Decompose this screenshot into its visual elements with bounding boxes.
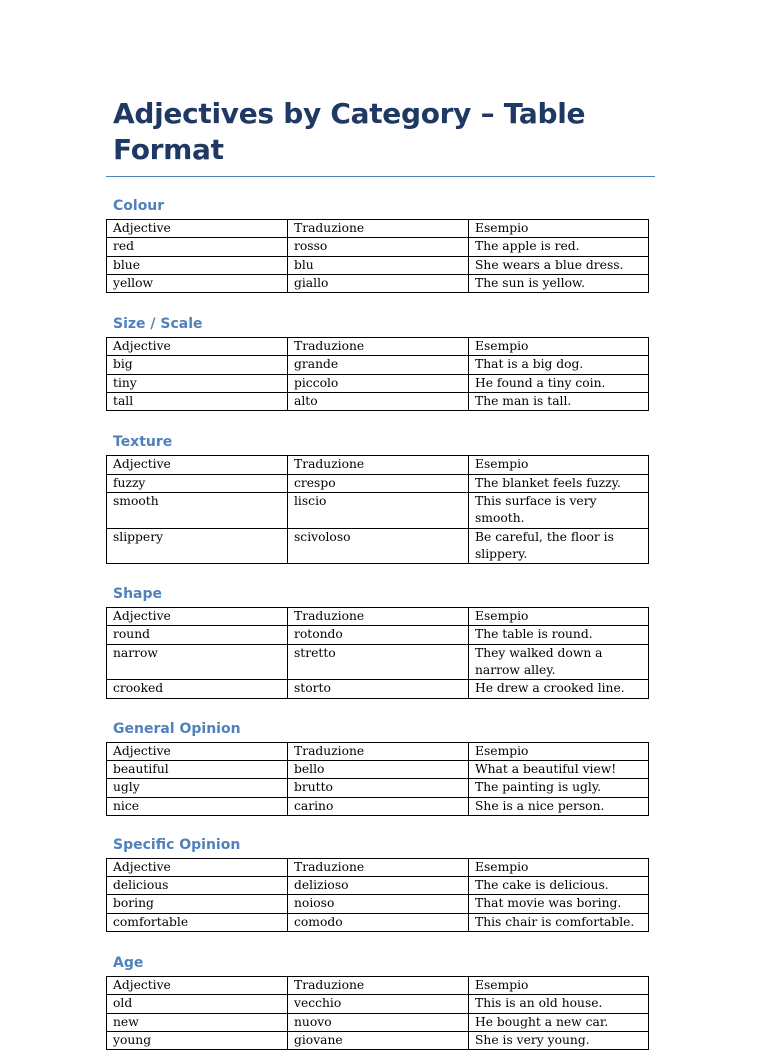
table-cell: scivoloso bbox=[288, 528, 469, 564]
section-heading: Specific Opinion bbox=[113, 836, 241, 853]
table-header-cell: Esempio bbox=[469, 742, 649, 760]
table-header-row bbox=[107, 338, 649, 356]
table-cell: This chair is comfortable. bbox=[469, 913, 649, 931]
table-row bbox=[107, 474, 649, 492]
table-cell: nuovo bbox=[288, 1013, 469, 1031]
table-cell: grande bbox=[288, 356, 469, 374]
table-row bbox=[107, 760, 649, 778]
section-1 bbox=[106, 315, 655, 411]
table-cell: yellow bbox=[107, 274, 288, 292]
table-row bbox=[107, 895, 649, 913]
table-cell: new bbox=[107, 1013, 288, 1031]
section-heading: Colour bbox=[113, 198, 165, 214]
table-cell: This is an old house. bbox=[469, 995, 649, 1013]
vocab-table bbox=[106, 976, 649, 1050]
table-cell: The man is tall. bbox=[469, 393, 649, 411]
table-header-cell: Adjective bbox=[107, 858, 288, 876]
table-cell: round bbox=[107, 626, 288, 644]
table-cell: carino bbox=[288, 797, 469, 815]
table-cell: brutto bbox=[288, 779, 469, 797]
table-cell: The blanket feels fuzzy. bbox=[469, 474, 649, 492]
table-row bbox=[107, 256, 649, 274]
table-row bbox=[107, 356, 649, 374]
table-cell: liscio bbox=[288, 492, 469, 528]
table-cell: She is a nice person. bbox=[469, 797, 649, 815]
table-cell: red bbox=[107, 238, 288, 256]
table-cell: This surface is very smooth. bbox=[469, 492, 649, 528]
table-cell: rosso bbox=[288, 238, 469, 256]
table-cell: fuzzy bbox=[107, 474, 288, 492]
table-row bbox=[107, 626, 649, 644]
section-heading: General Opinion bbox=[113, 720, 241, 737]
table-row bbox=[107, 1013, 649, 1031]
table-cell: That movie was boring. bbox=[469, 895, 649, 913]
table-cell: beautiful bbox=[107, 760, 288, 778]
table-header-row bbox=[107, 608, 649, 626]
table-row bbox=[107, 913, 649, 931]
table-header-cell: Adjective bbox=[107, 742, 288, 760]
section-6 bbox=[106, 954, 655, 1050]
table-cell: That is a big dog. bbox=[469, 356, 649, 374]
table-row bbox=[107, 274, 649, 292]
table-cell: What a beautiful view! bbox=[469, 760, 649, 778]
table-cell: stretto bbox=[288, 644, 469, 680]
table-row bbox=[107, 779, 649, 797]
sections-container bbox=[106, 197, 655, 1050]
table-cell: giovane bbox=[288, 1031, 469, 1049]
table-cell: blu bbox=[288, 256, 469, 274]
table-cell: alto bbox=[288, 393, 469, 411]
vocab-table bbox=[106, 337, 649, 411]
section-4 bbox=[106, 720, 655, 816]
table-header-cell: Adjective bbox=[107, 977, 288, 995]
section-heading: Texture bbox=[113, 434, 173, 451]
table-header-cell: Adjective bbox=[107, 608, 288, 626]
vocab-table bbox=[106, 219, 649, 293]
section-heading: Shape bbox=[113, 586, 163, 603]
table-cell: bello bbox=[288, 760, 469, 778]
table-row bbox=[107, 995, 649, 1013]
table-cell: smooth bbox=[107, 492, 288, 528]
table-header-cell: Traduzione bbox=[288, 858, 469, 876]
table-row bbox=[107, 528, 649, 564]
table-cell: tall bbox=[107, 393, 288, 411]
table-header-cell: Esempio bbox=[469, 220, 649, 238]
vocab-table bbox=[106, 455, 649, 564]
table-header-row bbox=[107, 977, 649, 995]
table-cell: He found a tiny coin. bbox=[469, 374, 649, 392]
table-cell: blue bbox=[107, 256, 288, 274]
table-cell: She is very young. bbox=[469, 1031, 649, 1049]
document-page bbox=[106, 96, 655, 1050]
table-cell: They walked down a narrow alley. bbox=[469, 644, 649, 680]
page-title: Adjectives by Category – Table Format bbox=[106, 96, 655, 177]
table-row bbox=[107, 644, 649, 680]
table-cell: crespo bbox=[288, 474, 469, 492]
table-cell: rotondo bbox=[288, 626, 469, 644]
table-cell: She wears a blue dress. bbox=[469, 256, 649, 274]
table-cell: He drew a crooked line. bbox=[469, 680, 649, 698]
table-cell: slippery bbox=[107, 528, 288, 564]
table-cell: noioso bbox=[288, 895, 469, 913]
table-row bbox=[107, 492, 649, 528]
table-header-cell: Esempio bbox=[469, 456, 649, 474]
table-row bbox=[107, 797, 649, 815]
table-cell: The painting is ugly. bbox=[469, 779, 649, 797]
table-header-cell: Traduzione bbox=[288, 456, 469, 474]
table-header-cell: Adjective bbox=[107, 220, 288, 238]
table-cell: delizioso bbox=[288, 877, 469, 895]
table-header-cell: Traduzione bbox=[288, 220, 469, 238]
table-cell: He bought a new car. bbox=[469, 1013, 649, 1031]
table-cell: crooked bbox=[107, 680, 288, 698]
table-cell: boring bbox=[107, 895, 288, 913]
table-header-cell: Adjective bbox=[107, 338, 288, 356]
table-cell: big bbox=[107, 356, 288, 374]
table-header-cell: Traduzione bbox=[288, 977, 469, 995]
section-3 bbox=[106, 585, 655, 698]
table-header-cell: Traduzione bbox=[288, 742, 469, 760]
table-row bbox=[107, 238, 649, 256]
table-header-cell: Esempio bbox=[469, 608, 649, 626]
table-row bbox=[107, 374, 649, 392]
table-cell: delicious bbox=[107, 877, 288, 895]
section-2 bbox=[106, 433, 655, 564]
table-header-row bbox=[107, 456, 649, 474]
table-header-cell: Esempio bbox=[469, 858, 649, 876]
vocab-table bbox=[106, 858, 649, 932]
table-row bbox=[107, 877, 649, 895]
table-header-row bbox=[107, 858, 649, 876]
vocab-table bbox=[106, 607, 649, 698]
section-0 bbox=[106, 197, 655, 293]
table-cell: ugly bbox=[107, 779, 288, 797]
table-cell: narrow bbox=[107, 644, 288, 680]
table-cell: The table is round. bbox=[469, 626, 649, 644]
table-cell: tiny bbox=[107, 374, 288, 392]
table-header-row bbox=[107, 220, 649, 238]
table-cell: Be careful, the floor is slippery. bbox=[469, 528, 649, 564]
table-cell: piccolo bbox=[288, 374, 469, 392]
table-header-cell: Esempio bbox=[469, 977, 649, 995]
table-cell: The cake is delicious. bbox=[469, 877, 649, 895]
table-cell: young bbox=[107, 1031, 288, 1049]
table-cell: old bbox=[107, 995, 288, 1013]
table-cell: nice bbox=[107, 797, 288, 815]
section-heading: Size / Scale bbox=[113, 316, 203, 333]
table-header-row bbox=[107, 742, 649, 760]
table-cell: The sun is yellow. bbox=[469, 274, 649, 292]
table-cell: storto bbox=[288, 680, 469, 698]
section-heading: Age bbox=[113, 955, 144, 972]
table-cell: giallo bbox=[288, 274, 469, 292]
section-5 bbox=[106, 836, 655, 932]
table-cell: The apple is red. bbox=[469, 238, 649, 256]
table-row bbox=[107, 1031, 649, 1049]
table-header-cell: Esempio bbox=[469, 338, 649, 356]
vocab-table bbox=[106, 742, 649, 816]
table-header-cell: Adjective bbox=[107, 456, 288, 474]
table-cell: comodo bbox=[288, 913, 469, 931]
table-cell: comfortable bbox=[107, 913, 288, 931]
table-header-cell: Traduzione bbox=[288, 338, 469, 356]
table-row bbox=[107, 680, 649, 698]
table-cell: vecchio bbox=[288, 995, 469, 1013]
table-header-cell: Traduzione bbox=[288, 608, 469, 626]
table-row bbox=[107, 393, 649, 411]
